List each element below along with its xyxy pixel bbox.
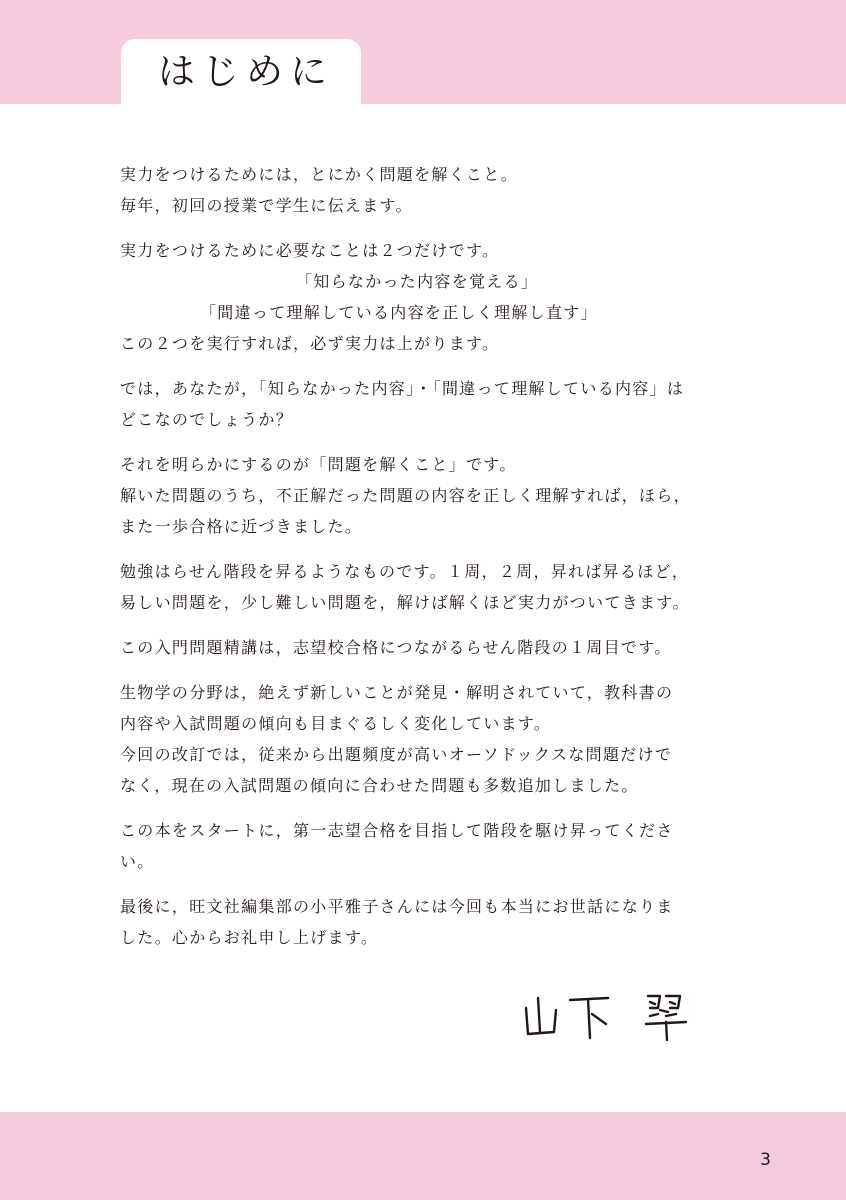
- text-line: それを明らかにするのが「問題を解くこと」です。: [120, 455, 517, 474]
- text-line: 生物学の分野は，絶えず新しいことが発見・解明されていて，教科書の: [120, 683, 674, 702]
- paragraph-4: [120, 449, 730, 542]
- text-line: 勉強はらせん階段を昇るようなものです。１周，２周，昇れば昇るほど，: [120, 562, 690, 581]
- page-title: はじめに: [158, 50, 334, 93]
- text-line: 実力をつけるために必要なことは２つだけです。: [120, 241, 500, 260]
- quoted-line: 「知らなかった内容を覚える」: [296, 272, 539, 291]
- paragraph-9: [120, 891, 730, 953]
- paragraph-3: [120, 373, 730, 435]
- text-line: 最後に，旺文社編集部の小平雅子さんには今回も本当にお世話になりま: [120, 897, 674, 916]
- paragraph-1: [120, 159, 730, 221]
- text-line: この本をスタートに，第一志望合格を目指して階段を駆け昇ってくださ: [120, 821, 674, 840]
- page-number: 3: [760, 1150, 771, 1170]
- paragraph-8: [120, 815, 730, 877]
- author-signature: [520, 990, 705, 1042]
- text-line: なく，現在の入試問題の傾向に合わせた問題も多数追加しました。: [120, 776, 639, 795]
- text-line: 毎年，初回の授業で学生に伝えます。: [120, 196, 413, 215]
- text-line: どこなのでしょうか？: [120, 410, 294, 429]
- text-line: 内容や入試問題の傾向も目まぐるしく変化しています。: [120, 714, 552, 733]
- text-line: 実力をつけるためには，とにかく問題を解くこと。: [120, 165, 518, 184]
- quoted-line: 「間違って理解している内容を正しく理解し直す」: [200, 303, 598, 322]
- text-line: では，あなたが，「知らなかった内容」・「間違って理解している内容」は: [120, 379, 685, 398]
- paragraph-7: [120, 677, 730, 801]
- text-line: 易しい問題を，少し難しい問題を，解けば解くほど実力がついてきます。: [120, 593, 690, 612]
- text-line: また一歩合格に近づきました。: [120, 517, 363, 536]
- text-line: い。: [120, 852, 155, 871]
- text-line: 解いた問題のうち，不正解だった問題の内容を正しく理解すれば，ほら，: [120, 486, 691, 505]
- paragraph-2: [120, 235, 730, 359]
- footer-band: [0, 1112, 846, 1200]
- text-line: この２つを実行すれば，必ず実力は上がります。: [120, 334, 500, 353]
- text-line: この入門問題精講は，志望校合格につながるらせん階段の１周目です。: [120, 638, 672, 657]
- paragraph-6: [120, 632, 730, 663]
- paragraph-5: [120, 556, 730, 618]
- text-line: した。心からお礼申し上げます。: [120, 928, 379, 947]
- body-text: [120, 159, 730, 967]
- text-line: 今回の改訂では，従来から出題頻度が高いオーソドックスな問題だけで: [120, 745, 673, 764]
